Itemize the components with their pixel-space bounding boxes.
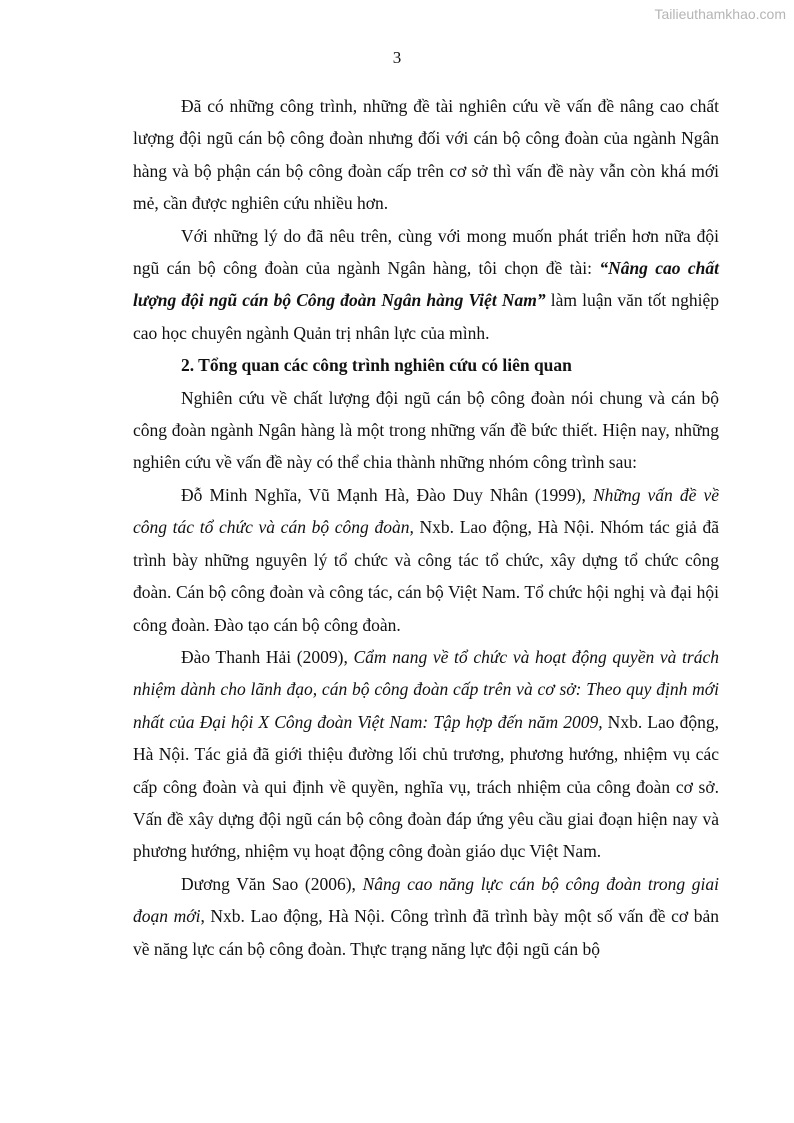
reference-1-title: Những vấn đề về công tác tổ chức và cán bộ công đoàn,	[133, 484, 719, 538]
reference-3-title: Nâng cao năng lực cán bộ công đoàn trong giai đoạn mới	[133, 873, 720, 927]
paragraph-3: Nghiên cứu về chất lượng đội ngũ cán bộ công đoàn nói chung và cán bộ công đoàn ngành Ngân hàng là một trong những vấn đề bức thiết. Hiện nay, những nghiên cứu về vấn đề này có thể chia thành những nhóm công trình sau:	[133, 387, 719, 473]
reference-3-authors: Dương Văn Sao (2006),	[181, 873, 363, 894]
reference-2-authors: Đào Thanh Hải (2009),	[181, 646, 354, 667]
reference-1-body: Nxb. Lao động, Hà Nội. Nhóm tác giả đã trình bày những nguyên lý tổ chức và công tác tổ chức, xây dựng tổ chức công đoàn. Cán bộ công đoàn và công tác, cán bộ Việt Nam. Tổ chức hội nghị và đại hội công đoàn. Đào tạo cán bộ công đoàn.	[133, 517, 720, 635]
section-heading: 2. Tổng quan các công trình nghiên cứu có liên quan	[181, 355, 572, 376]
reference-3	[133, 868, 719, 965]
watermark: Tailieuthamkhao.com	[654, 6, 786, 22]
paragraph-2-tail: làm luận văn tốt nghiệp cao học chuyên ngành Quản trị nhân lực của mình.	[133, 290, 719, 343]
paragraph-1: Đã có những công trình, những đề tài nghiên cứu về vấn đề nâng cao chất lượng đội ngũ cán bộ công đoàn nhưng đối với cán bộ công đoàn của ngành Ngân hàng và bộ phận cán bộ công đoàn cấp trên cơ sở thì vấn đề này vẫn còn khá mới mẻ, cần được nghiên cứu nhiều hơn.	[133, 96, 719, 214]
reference-3-body: , Nxb. Lao động, Hà Nội. Công trình đã trình bày một số vấn đề cơ bản về năng lực cán bộ công đoàn. Thực trạng năng lực đội ngũ cán bộ	[133, 906, 720, 959]
reference-2-body: Nxb. Lao động, Hà Nội. Tác giả đã giới thiệu đường lối chủ trương, phương hướng, nhiệm vụ các cấp công đoàn và qui định về quyền, nghĩa vụ, trách nhiệm của công đoàn cơ sở. Vấn đề xây dựng đội ngũ cán bộ công đoàn đáp ứng yêu cầu giai đoạn hiện nay và phương hướng, nhiệm vụ hoạt động công đoàn giáo dục Việt Nam.	[133, 711, 719, 862]
thesis-title: “Nâng cao chất lượng đội ngũ cán bộ Công đoàn Ngân hàng Việt Nam”	[133, 258, 720, 311]
reference-2	[133, 641, 719, 868]
reference-2-title: Cẩm nang về tổ chức và hoạt động quyền và trách nhiệm dành cho lãnh đạo, cán bộ công đoàn cấp trên và cơ sở: Theo quy định mới nhất của Đại hội X Công đoàn Việt Nam: Tập hợp đến năm 2009,	[133, 646, 719, 732]
paragraph-2-lead: Với những lý do đã nêu trên, cùng với mong muốn phát triển hơn nữa đội ngũ cán bộ công đoàn của ngành Ngân hàng, tôi chọn đề tài:	[133, 225, 719, 279]
document-body	[133, 90, 719, 965]
reference-1	[133, 479, 719, 641]
page-number: 3	[392, 48, 402, 67]
paragraph-2	[133, 220, 719, 350]
reference-1-authors: Đỗ Minh Nghĩa, Vũ Mạnh Hà, Đào Duy Nhân (1999),	[181, 484, 593, 505]
